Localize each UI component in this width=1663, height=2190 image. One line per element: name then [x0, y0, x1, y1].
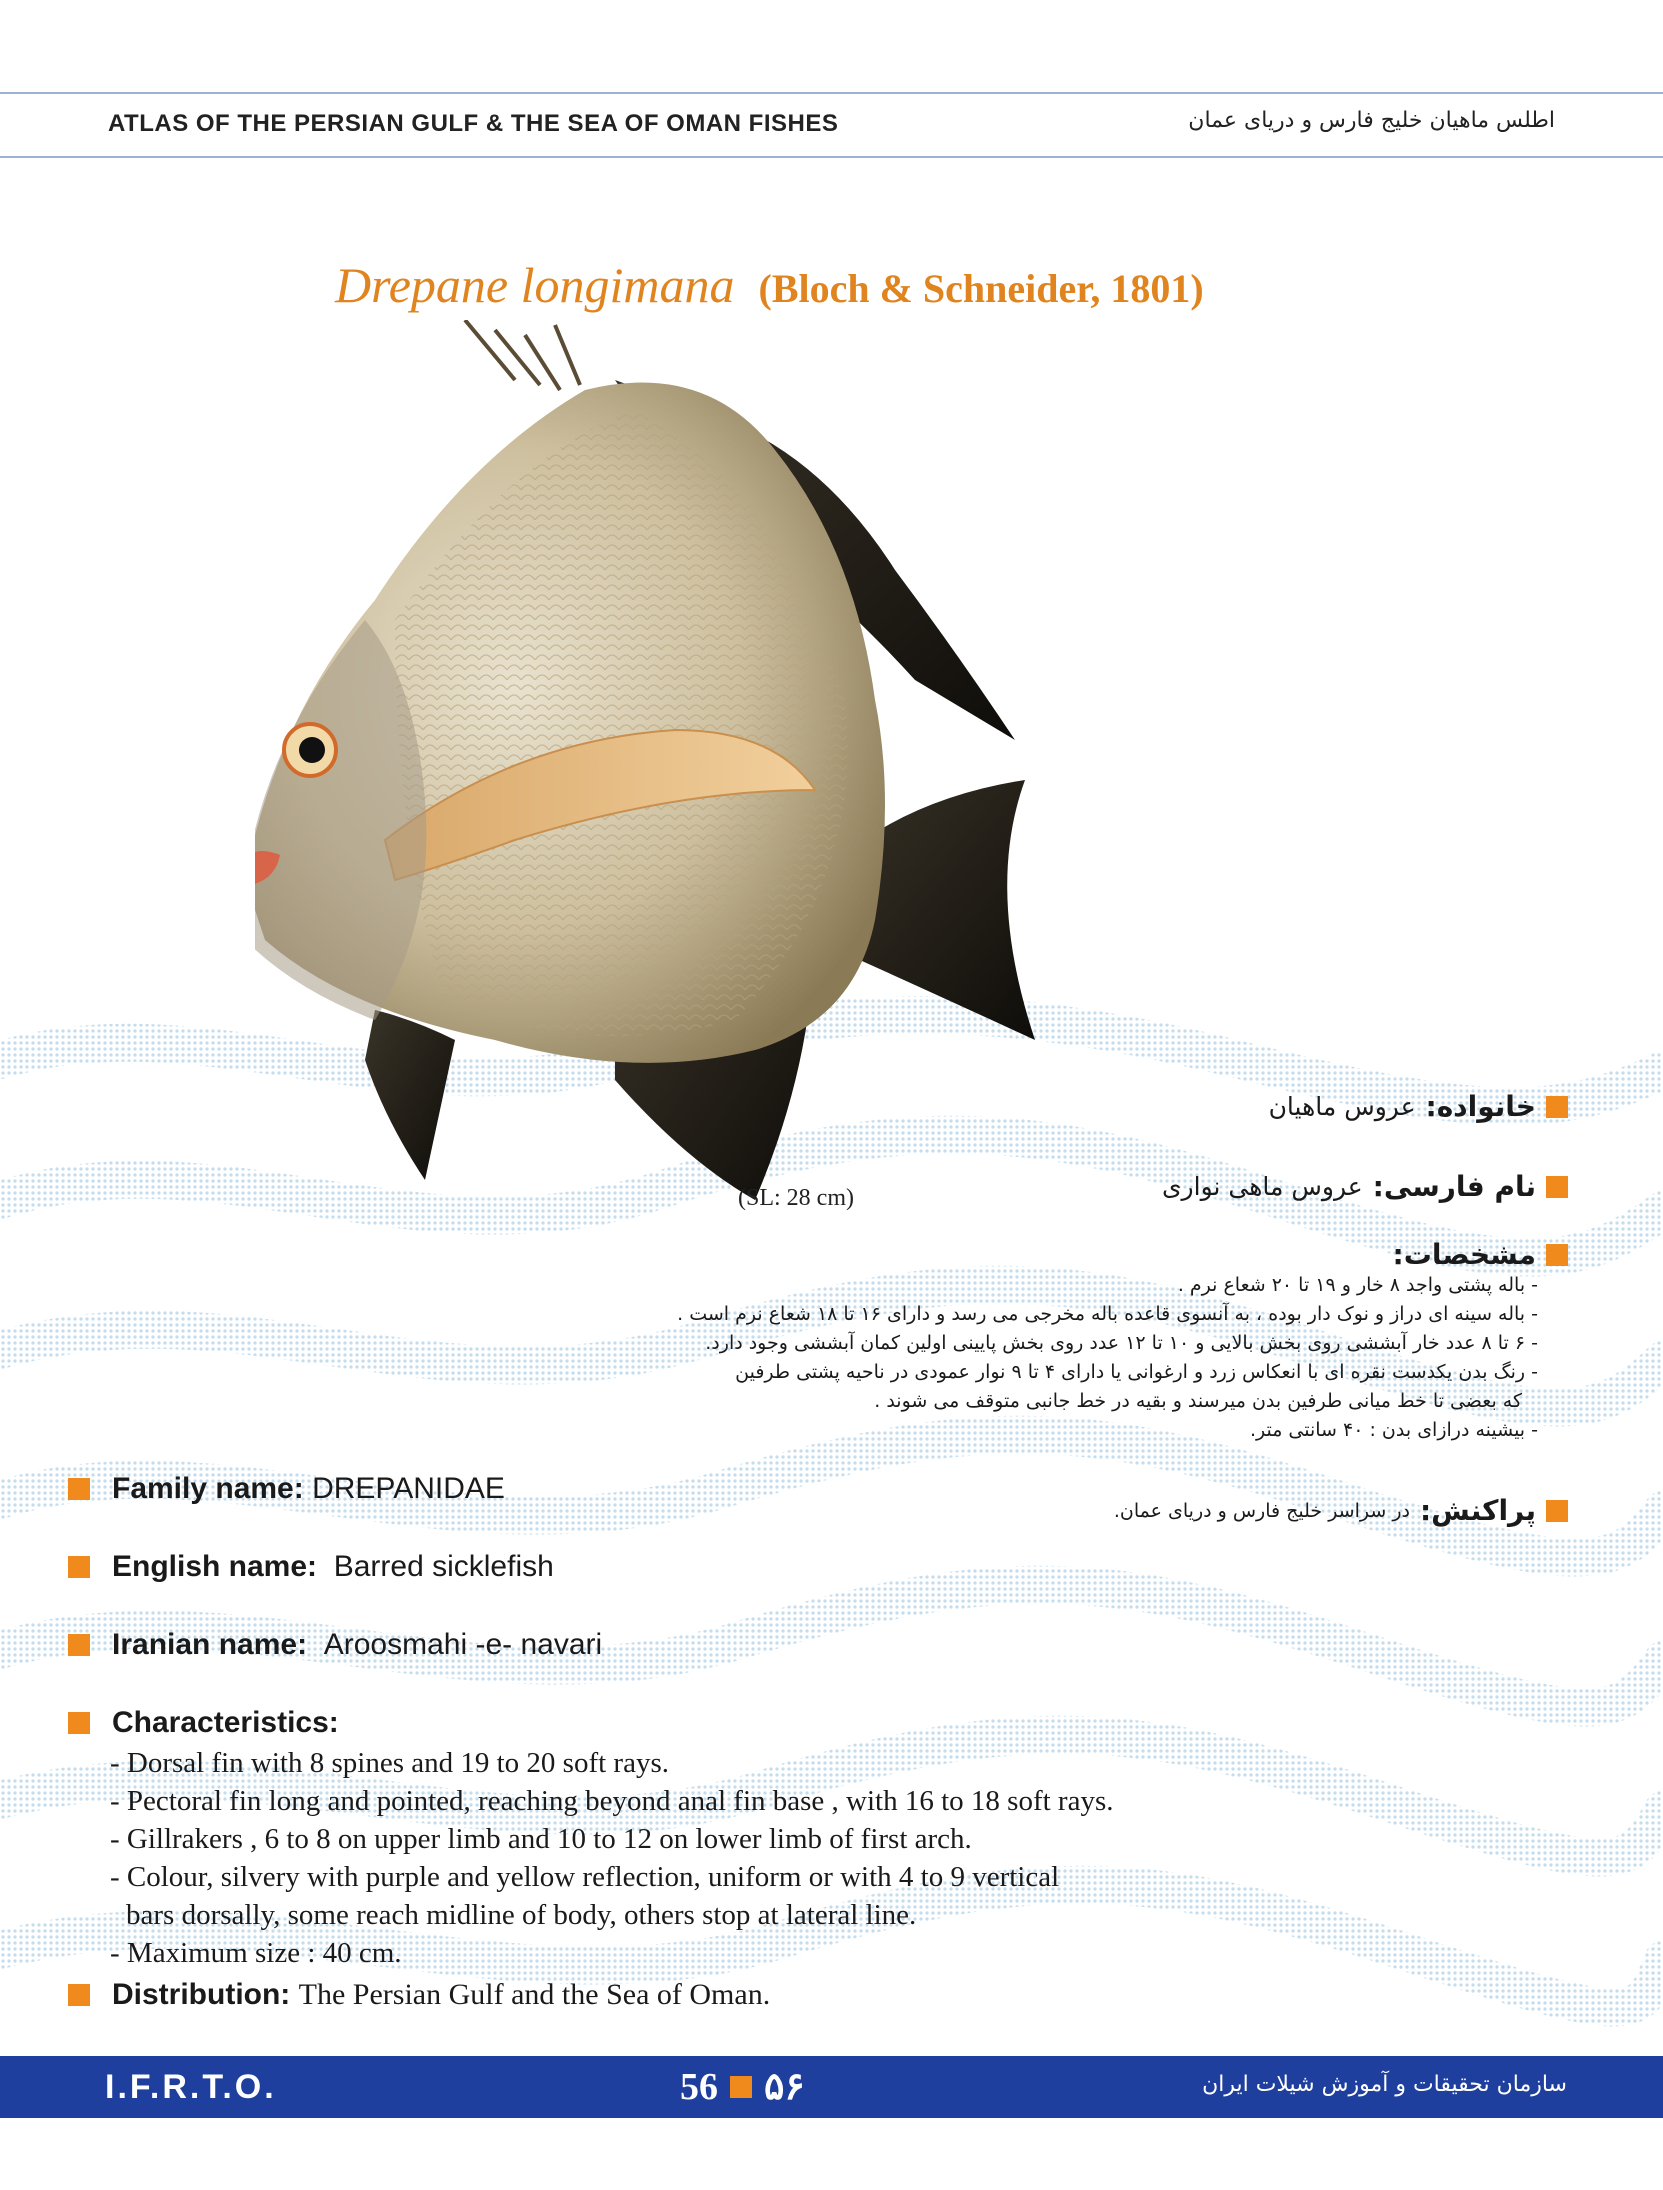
fa-char-line: که بعضی تا خط میانی طرفین بدن میرسند و بقیه در خط جانبی متوقف می شوند . [874, 1390, 1522, 1412]
english-distribution-row [68, 1978, 770, 2012]
en-char-line: - Gillrakers , 6 to 8 on upper limb and 10 to 12 on lower limb of first arch. [110, 1823, 972, 1855]
persian-distribution-row [1114, 1494, 1568, 1527]
en-characteristics-label: Characteristics: [112, 1706, 339, 1739]
scientific-name: Drepane longimana [335, 257, 735, 313]
fa-char-line: - باله سینه ای دراز و نوک دار بوده ، به آنسوی قاعده باله مخرجی می رسد و دارای ۱۶ تا ۱۸ شعاع نرم است . [677, 1303, 1538, 1325]
pelvic-fin [365, 1010, 455, 1180]
en-distribution-label: Distribution: [112, 1978, 291, 2011]
en-char-line: - Dorsal fin with 8 spines and 19 to 20 soft rays. [110, 1747, 669, 1779]
en-english-name-value: Barred sicklefish [333, 1550, 554, 1583]
bullet-icon [68, 1984, 90, 2006]
fa-family-label: خانواده: [1425, 1090, 1536, 1123]
bullet-icon [68, 1478, 90, 1500]
fa-char-line: - ۶ تا ۸ عدد خار آبششی روی بخش بالایی و ۱۰ تا ۱۲ عدد روی بخش پایینی اولین کمان آبششی وجود دارد. [705, 1332, 1538, 1354]
bullet-icon [1546, 1500, 1568, 1522]
en-char-line: - Maximum size : 40 cm. [110, 1937, 402, 1969]
en-english-name-label: English name: [112, 1550, 318, 1583]
fish-illustration [255, 320, 1245, 1260]
dorsal-spines [465, 320, 580, 390]
english-family-row [68, 1472, 505, 1506]
fa-family-value: عروس ماهیان [1268, 1092, 1416, 1121]
fa-name-label: نام فارسی: [1372, 1170, 1536, 1203]
species-authority: (Bloch & Schneider, 1801) [758, 266, 1204, 311]
page-number-separator-icon [730, 2076, 752, 2098]
page-number [680, 2064, 805, 2109]
fa-distribution-value: در سراسر خلیج فارس و دریای عمان. [1113, 1499, 1410, 1522]
bullet-icon [68, 1712, 90, 1734]
english-characteristics-row [68, 1706, 339, 1740]
fa-char-line: - باله پشتی واجد ۸ خار و ۱۹ تا ۲۰ شعاع نرم . [1177, 1274, 1538, 1296]
en-iranian-name-label: Iranian name: [112, 1628, 308, 1661]
footer-org-en: I.F.R.T.O. [105, 2068, 277, 2106]
footer-org-fa: سازمان تحقیقات و آموزش شیلات ایران [1202, 2072, 1567, 2097]
persian-family-row [1269, 1090, 1568, 1123]
header-title-fa: اطلس ماهیان خلیج فارس و دریای عمان [1188, 108, 1555, 133]
bullet-icon [1546, 1176, 1568, 1198]
bullet-icon [68, 1634, 90, 1656]
footer-bar [0, 2056, 1663, 2118]
bullet-icon [1546, 1096, 1568, 1118]
fa-characteristics-label: مشخصات: [1392, 1238, 1536, 1271]
fa-char-line: - رنگ بدن یکدست نقره ای با انعکاس زرد و ارغوانی یا دارای ۴ تا ۹ نوار عمودی در ناحیه پشتی طرفین [735, 1361, 1538, 1383]
en-iranian-name-value: Aroosmahi -e- navari [323, 1628, 603, 1661]
bullet-icon [68, 1556, 90, 1578]
fa-name-value: عروس ماهی نواری [1161, 1172, 1363, 1201]
en-family-value: DREPANIDAE [312, 1472, 505, 1505]
header-bottom-rule [0, 156, 1663, 158]
fa-char-line: - بیشینه درازای بدن : ۴۰ سانتی متر. [1249, 1419, 1538, 1441]
standard-length-caption: (SL: 28 cm) [738, 1185, 854, 1211]
en-family-label: Family name: [112, 1472, 304, 1505]
en-char-line: bars dorsally, some reach midline of body, others stop at lateral line. [126, 1899, 917, 1931]
en-char-line: - Pectoral fin long and pointed, reaching beyond anal fin base , with 16 to 18 soft rays. [110, 1785, 1114, 1817]
bullet-icon [1546, 1244, 1568, 1266]
english-name-row [68, 1550, 554, 1584]
fa-distribution-label: پراکنش: [1419, 1494, 1536, 1527]
en-characteristics-list [110, 1744, 1113, 1972]
persian-name-row [1162, 1170, 1568, 1203]
iranian-name-row [68, 1628, 602, 1662]
header-title-en: ATLAS OF THE PERSIAN GULF & THE SEA OF OMAN FISHES [108, 110, 839, 137]
en-distribution-value: The Persian Gulf and the Sea of Oman. [298, 1978, 771, 2011]
species-title [335, 256, 1204, 314]
header-top-rule [0, 92, 1663, 94]
page-number-persian: ۵۶ [764, 2066, 805, 2108]
page-number-latin: 56 [680, 2065, 718, 2108]
persian-characteristics [677, 1238, 1568, 1445]
en-char-line: - Colour, silvery with purple and yellow reflection, uniform or with 4 to 9 vertical [110, 1861, 1060, 1893]
